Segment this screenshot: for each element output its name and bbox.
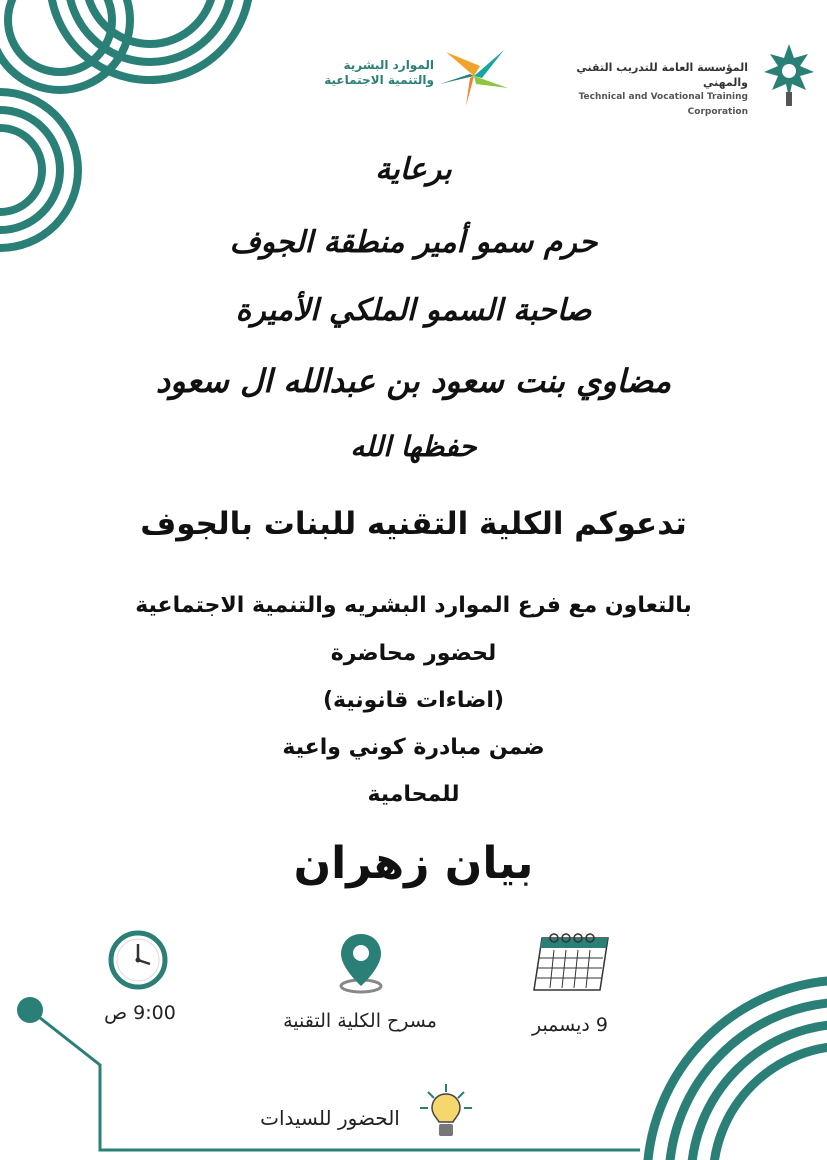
sponsorship-heading: برعاية [375,152,452,187]
sponsor-honorific-line: صاحبة السمو الملكي الأميرة [235,293,592,328]
sponsor-blessing-line: حفظها الله [350,430,477,463]
hr-ministry-name-line1: الموارد البشرية [343,58,434,72]
tvtc-arabic-name: المؤسسة العامة للتدريب التقني والمهني [576,61,748,89]
sponsor-title-line: حرم سمو أمير منطقة الجوف [229,225,598,260]
lecture-title: (اضاءات قانونية) [322,688,505,713]
decorative-arcs-bottom-right [627,920,827,1160]
tvtc-english-name: Technical and Vocational Training Corporation [578,92,748,117]
location-pin-icon [333,930,389,998]
speaker-name: بيان زهران [293,838,534,889]
hr-ministry-name-line2: والتنمية الاجتماعية [324,73,434,87]
lightbulb-icon [418,1082,474,1146]
hr-ministry-emblem-icon [436,44,512,112]
sponsor-name-line: مضاوي بنت سعود بن عبدالله ال سعود [155,362,672,400]
college-invitation: تدعوكم الكلية التقنيه للبنات بالجوف [140,506,687,542]
initiative-line: ضمن مبادرة كوني واعية [282,735,545,760]
cooperation-line: بالتعاون مع فرع الموارد البشريه والتنمية الاجتماعية [135,593,692,618]
calendar-icon [530,930,612,998]
lecture-intro: لحضور محاضرة [330,641,497,666]
clock-icon [108,930,168,994]
hr-ministry-logo [318,44,518,108]
tvtc-logo [540,40,820,117]
lawyer-label: للمحامية [367,782,460,807]
tvtc-emblem-icon [758,40,820,112]
event-time: 9:00 ص [104,1002,176,1024]
event-location: مسرح الكلية التقنية [283,1010,437,1032]
event-date: 9 ديسمبر [531,1014,609,1036]
audience-note: الحضور للسيدات [260,1106,400,1130]
